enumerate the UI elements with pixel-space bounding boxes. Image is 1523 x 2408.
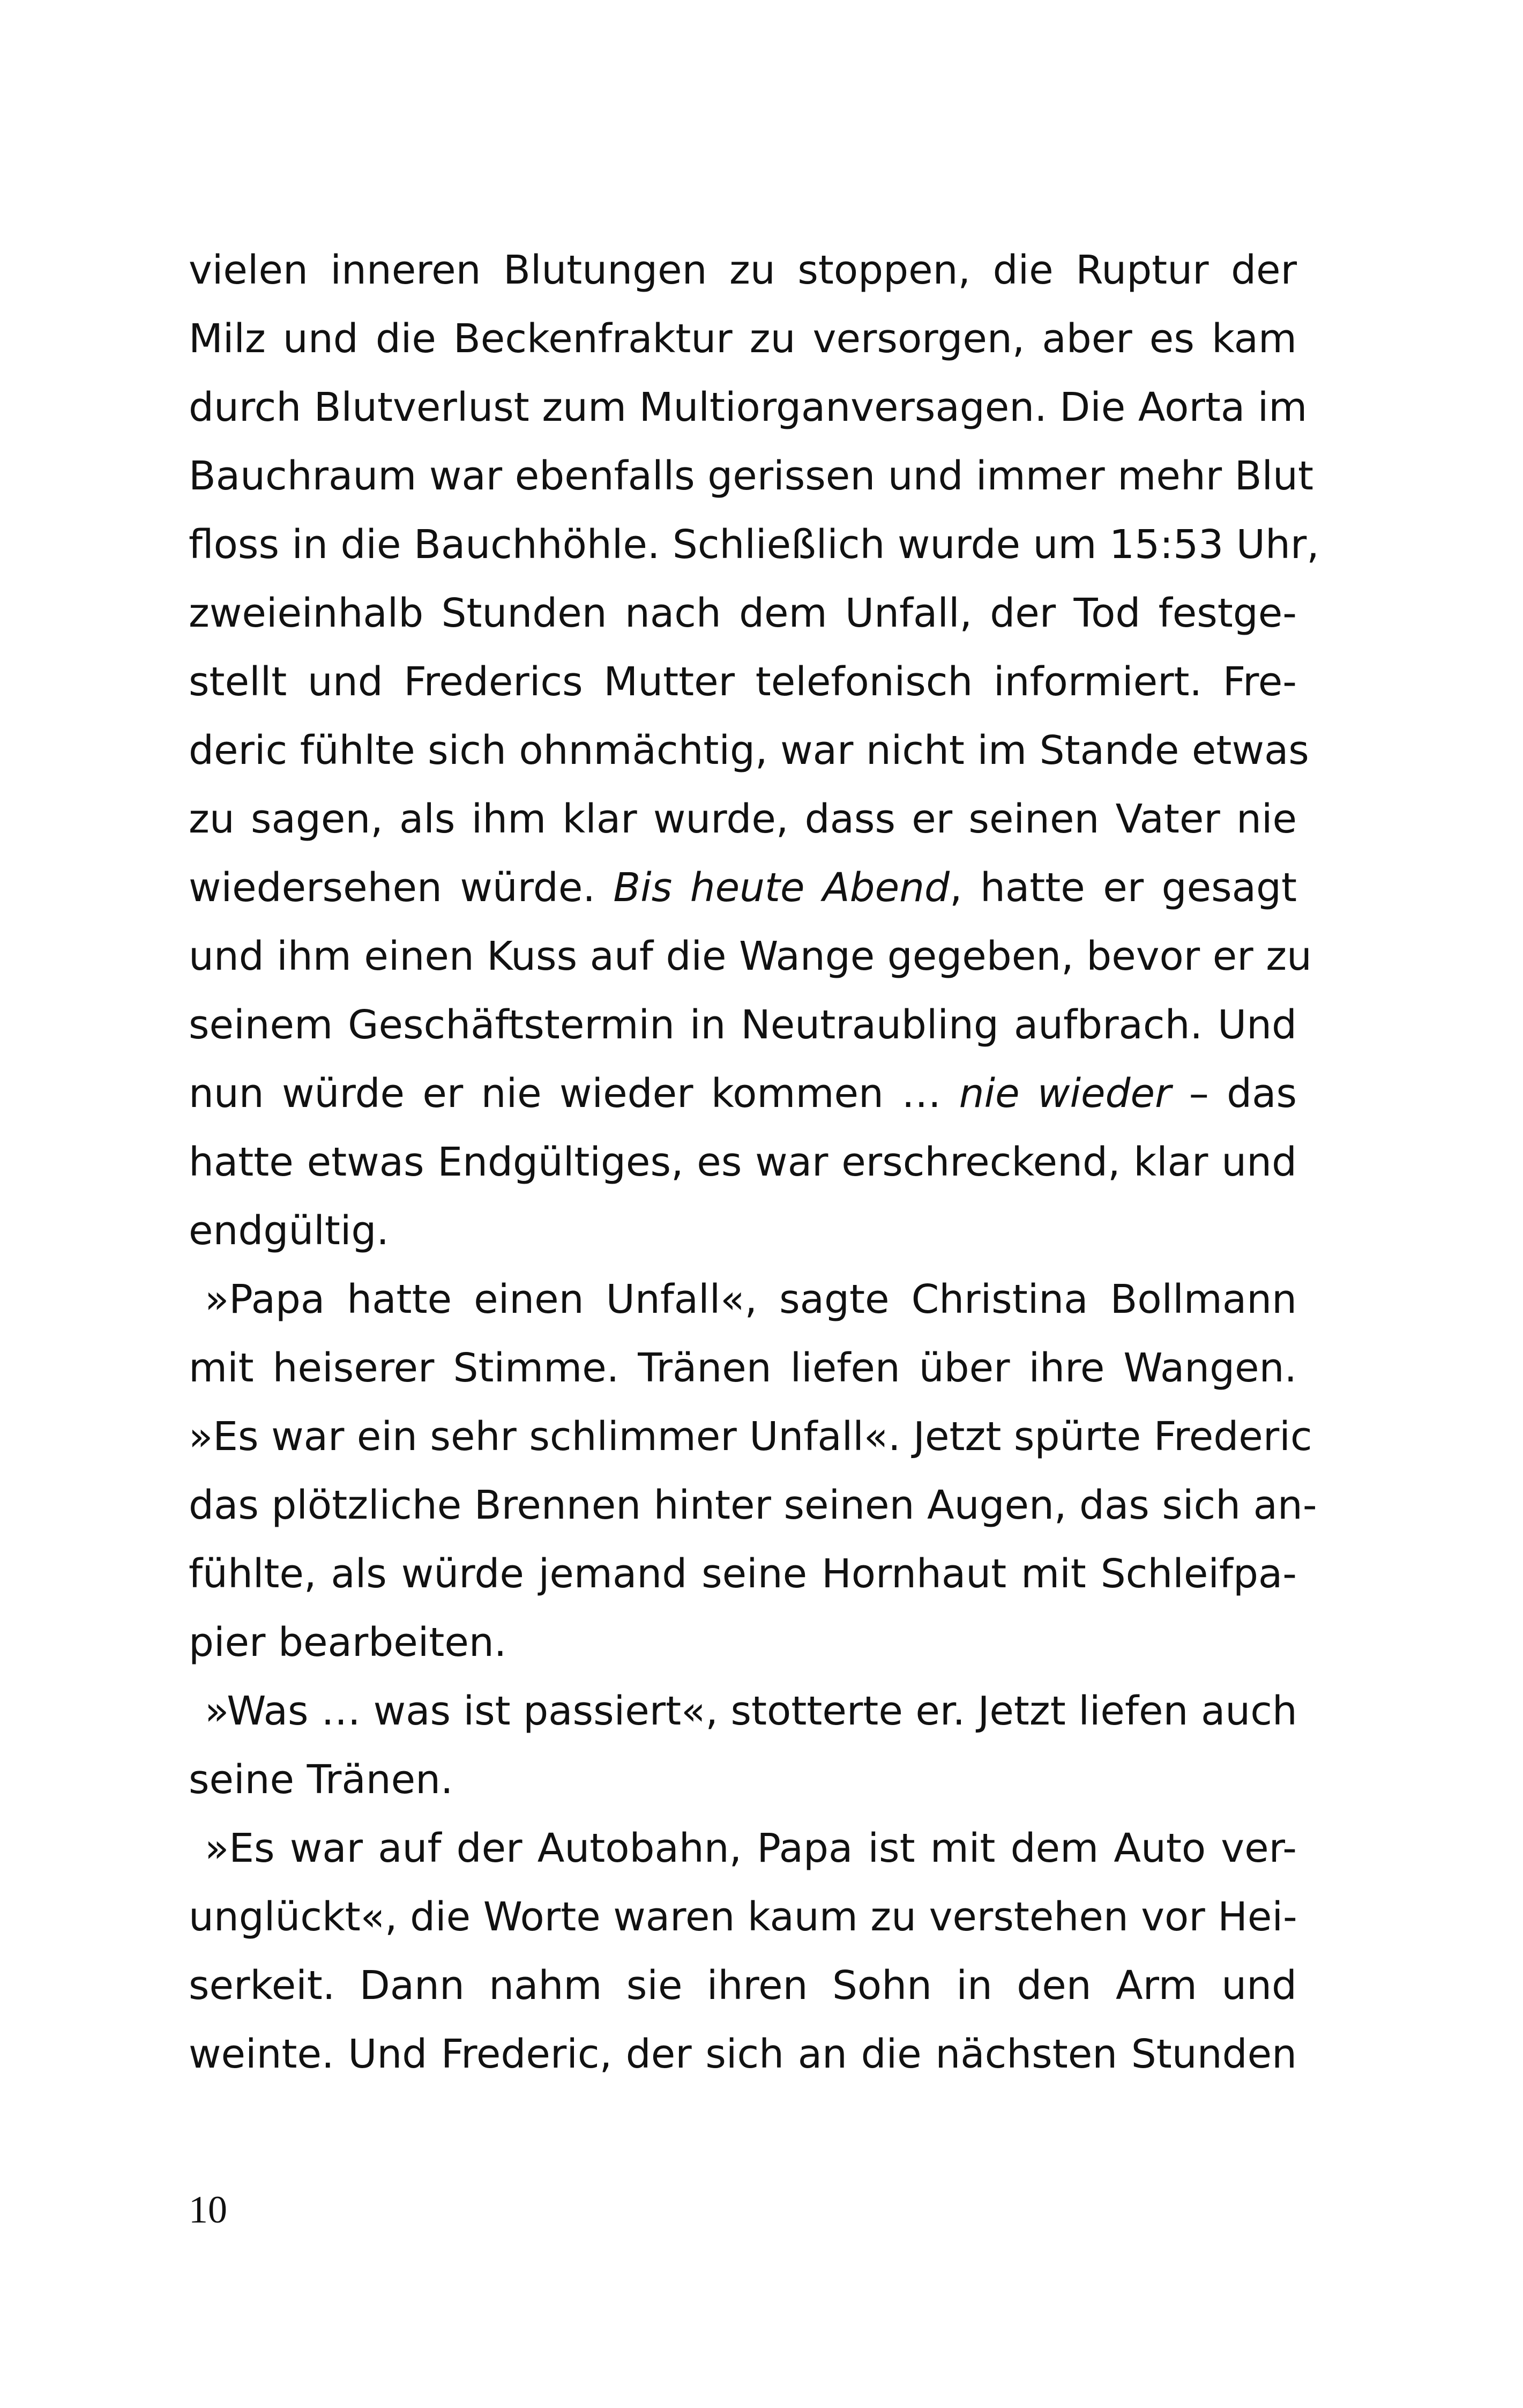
text-line: unglückt«, die Worte waren kaum zu verstehen vor Hei- [189,1894,1297,1940]
text-line [189,1059,1297,1128]
text-line: endgültig. [189,1208,389,1254]
italic-text: Bis heute Abend [613,865,950,911]
text-line: deric fühlte sich ohnmächtig, war nicht im Stande etwas [189,727,1309,774]
text-line: serkeit. Dann nahm sie ihren Sohn in den Arm und [189,1963,1297,2009]
text-line: »Papa hatte einen Unfall«, sagte Christina Bollmann [205,1276,1297,1322]
text-run: , hatte er gesagt [950,865,1297,911]
page-number: 10 [189,2188,227,2231]
italic-text: nie wieder [959,1071,1171,1117]
text-run: wiedersehen würde. [189,865,614,911]
text-line: das plötzliche Brennen hinter seinen Augen, das sich an- [189,1482,1317,1528]
text-line: stellt und Frederics Mutter telefonisch informiert. Fre- [189,659,1297,705]
text-line: und ihm einen Kuss auf die Wange gegeben, bevor er zu [189,933,1312,979]
text-line: »Es war auf der Autobahn, Papa ist mit dem Auto ver- [205,1825,1297,1871]
text-line: »Es war ein sehr schlimmer Unfall«. Jetzt spürte Frederic [189,1414,1312,1460]
text-run: nun würde er nie wieder kommen … [189,1071,959,1117]
text-line: mit heiserer Stimme. Tränen liefen über ihre Wangen. [189,1345,1297,1391]
text-line: durch Blutverlust zum Multiorganversagen. Die Aorta im [189,384,1308,430]
text-line: zweieinhalb Stunden nach dem Unfall, der Tod festge- [189,590,1297,636]
text-line: Bauchraum war ebenfalls gerissen und immer mehr Blut [189,453,1313,499]
text-line: »Was … was ist passiert«, stotterte er. Jetzt liefen auch [205,1688,1297,1734]
body-text [189,236,1319,2089]
text-line: floss in die Bauchhöhle. Schließlich wurde um 15:53 Uhr, [189,522,1319,568]
text-line: fühlte, als würde jemand seine Hornhaut mit Schleifpa- [189,1551,1297,1597]
text-line: Milz und die Beckenfraktur zu versorgen, aber es kam [189,316,1297,362]
text-line: weinte. Und Frederic, der sich an die nächsten Stunden [189,2031,1297,2077]
text-line: seinem Geschäftstermin in Neutraubling aufbrach. Und [189,1002,1297,1048]
text-line: vielen inneren Blutungen zu stoppen, die Ruptur der [189,247,1297,293]
text-line [189,853,1297,922]
text-line: seine Tränen. [189,1757,453,1803]
text-line: zu sagen, als ihm klar wurde, dass er seinen Vater nie [189,796,1297,842]
text-line: hatte etwas Endgültiges, es war erschreckend, klar und [189,1139,1297,1185]
text-line: pier bearbeiten. [189,1619,507,1666]
text-run: – das [1171,1071,1297,1117]
